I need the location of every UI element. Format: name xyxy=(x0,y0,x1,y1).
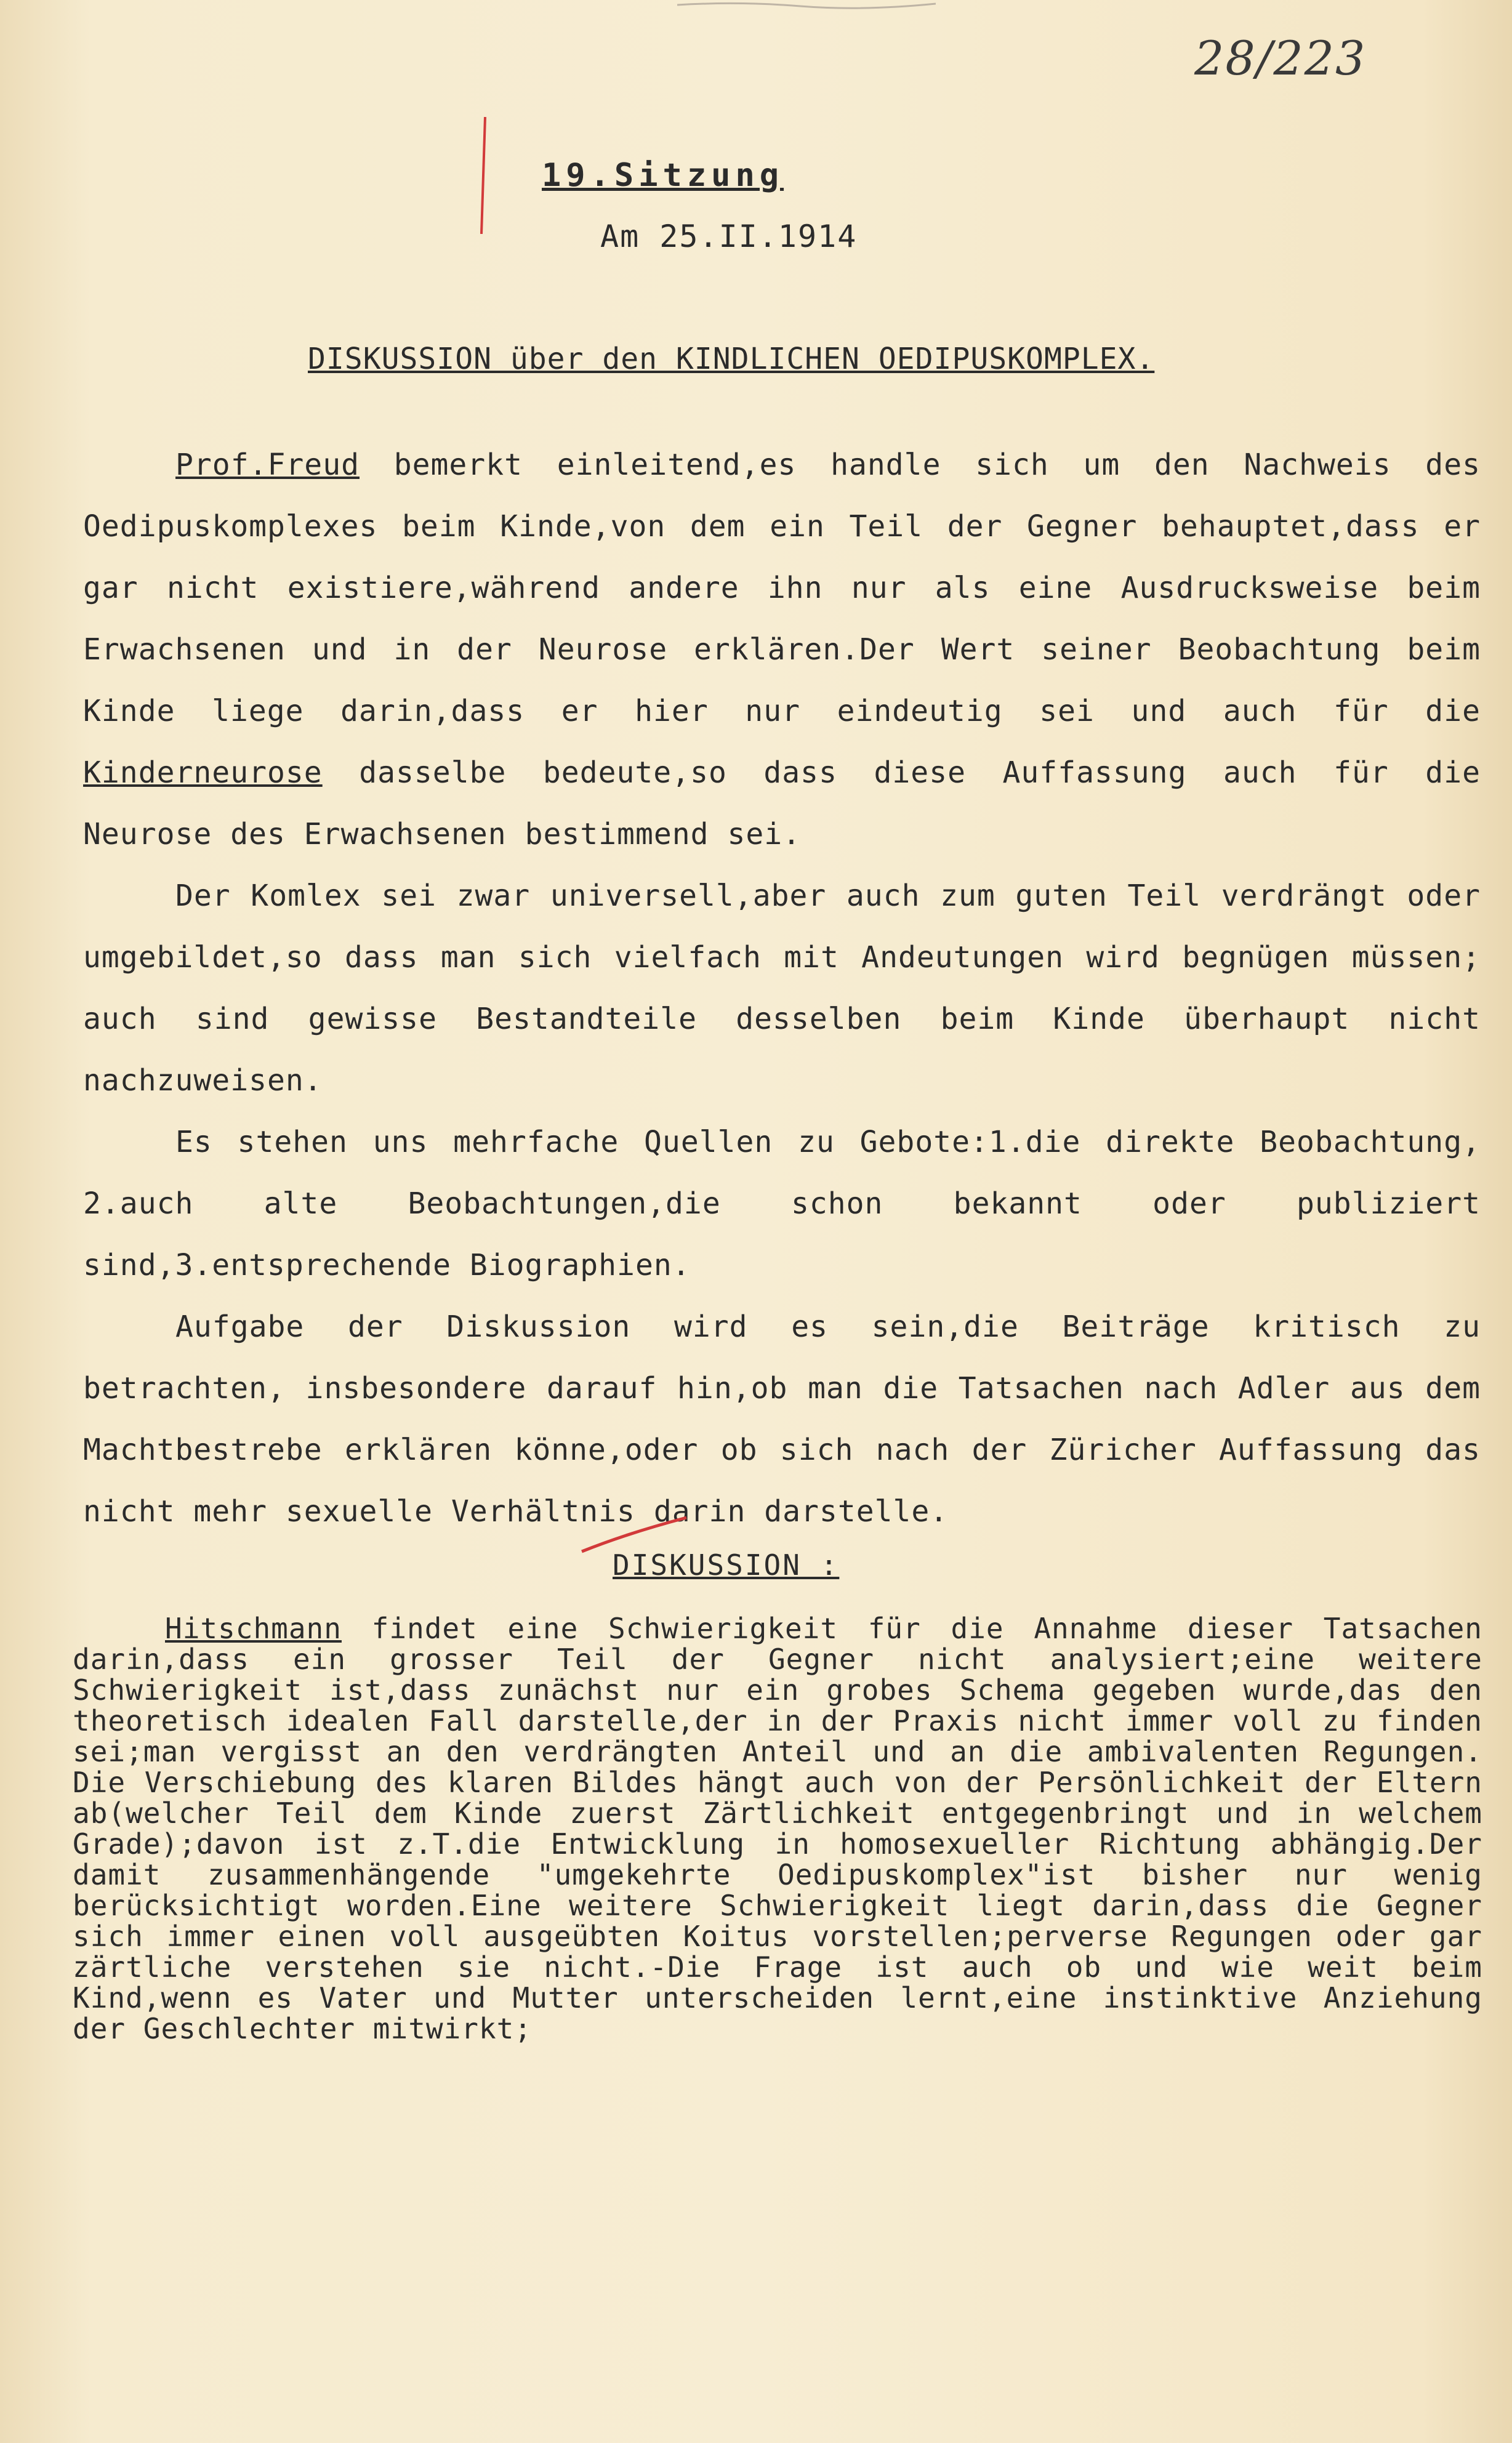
discussion-text xyxy=(73,1613,1482,2044)
paragraph-freud: Prof.Freud bemerkt einleitend,es handle sich um den Nachweis des Oedipuskomplexes beim Kinde,von dem ein Teil der Gegner behauptet,dass er gar nicht existiere,während andere ihn nur als eine Ausdrucksweise beim Erwachsenen und in der Neurose erklären.Der Wert seiner Beobachtung beim Kinde liege darin,dass er hier nur eindeutig sei und auch für die Kinderneurose dasselbe bedeute,so dass diese Auffassung auch für die Neurose des Erwachsenen bestimmend sei. xyxy=(83,448,1481,851)
session-heading: 19.Sitzung xyxy=(542,157,784,194)
folio-number: 28/223 xyxy=(1194,31,1367,86)
discussion-heading: DISKUSSION : xyxy=(613,1548,840,1582)
term-kinderneurose: Kinderneurose xyxy=(83,755,323,790)
discussion-title: DISKUSSION über den KINDLICHEN OEDIPUSKOMPLEX. xyxy=(308,342,1155,376)
speaker-freud: Prof.Freud xyxy=(175,448,360,482)
paragraph-quellen: Es stehen uns mehrfache Quellen zu Gebote:1.die direkte Beobachtung, 2.auch alte Beobachtungen,die schon bekannt oder publiziert sind,3.entsprechende Biographien. xyxy=(83,1125,1481,1282)
speaker-hitschmann: Hitschmann xyxy=(165,1612,342,1645)
paragraph-hitschmann: Hitschmann findet eine Schwierigkeit für die Annahme dieser Tatsachen darin,dass ein grosser Teil der Gegner nicht analysiert;eine weitere Schwierigkeit ist,dass zunächst nur ein grobes Schema gegeben wurde,das den theoretisch idealen Fall darstelle,der in der Praxis nicht immer voll zu finden sei;man vergisst an den verdrängten Anteil und an die ambivalenten Regungen. Die Verschiebung des klaren Bildes hängt auch von der Persönlichkeit der Eltern ab(welcher Teil dem Kinde zuerst Zärtlichkeit entgegenbringt und in welchem Grade);davon ist z.T.die Entwicklung in homosexueller Richtung abhängig.Der damit zusammenhängende "umgekehrte Oedipuskomplex"ist bisher nur wenig berücksichtigt worden.Eine weitere Schwierigkeit liegt darin,dass die Gegner sich immer einen voll ausgeübten Koitus vorstellen;perverse Regungen oder gar zärtliche verstehen sie nicht.-Die Frage ist auch ob und wie weit beim Kind,wenn es Vater und Mutter unterscheiden lernt,eine instinktive Anziehung der Geschlechter mitwirkt; xyxy=(73,1612,1482,2045)
red-pencil-mark xyxy=(480,117,486,234)
paragraph-aufgabe: Aufgabe der Diskussion wird es sein,die Beiträge kritisch zu betrachten, insbesondere darauf hin,ob man die Tatsachen nach Adler aus dem Machtbestrebe erklären könne,oder ob sich nach der Züricher Auffassung das nicht mehr sexuelle Verhältnis darin darstelle. xyxy=(83,1310,1481,1529)
paragraph-komplex: Der Komlex sei zwar universell,aber auch zum guten Teil verdrängt oder umgebildet,so dass man sich vielfach mit Andeutungen wird begnügen müssen; auch sind gewisse Bestandteile desselben beim Kinde überhaupt nicht nachzuweisen. xyxy=(83,879,1481,1098)
top-edge-smudge xyxy=(677,0,936,12)
main-text xyxy=(83,434,1481,1542)
session-date: Am 25.II.1914 xyxy=(600,219,858,254)
